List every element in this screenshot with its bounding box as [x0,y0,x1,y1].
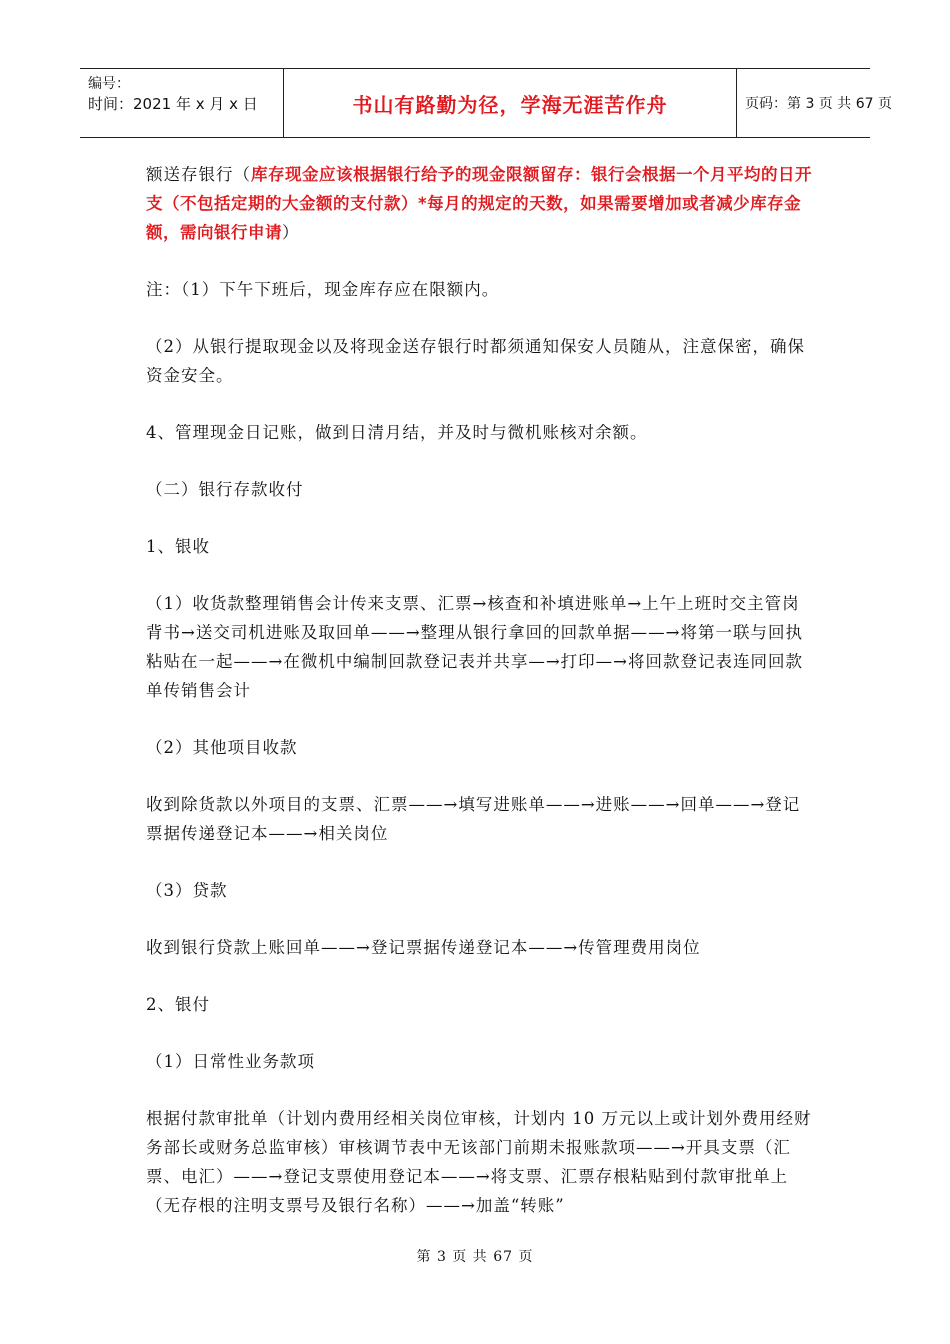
document-date: 时间：2021 年 x 月 x 日 [88,95,258,113]
subheading-bank-payment: 2、银付 [146,995,210,1014]
subheading-bank-receipt: 1、银收 [146,537,210,556]
paragraph-cash-deposit [146,160,816,247]
page-footer: 第 3 页 共 67 页 [416,1249,534,1265]
paragraph-loans: 收到银行贷款上账回单——→登记票据传递登记本——→传管理费用岗位 [146,938,701,957]
document-body [146,160,816,1248]
header-motto: 书山有路勤为径，学海无涯苦作舟 [352,92,668,117]
note-2: （2）从银行提取现金以及将现金送存银行时都须通知保安人员随从，注意保密，确保资金安全。 [146,337,805,385]
note-1: 注：（1）下午下班后，现金库存应在限额内。 [146,280,500,299]
header-motto-cell [284,69,737,137]
highlight-note: 库存现金应该根据银行给予的现金限额留存：银行会根据一个月平均的日开支（不包括定期的大金额的支付款）*每月的规定的天数，如果需要增加或者减少库存金额，需向银行申请 [146,165,812,242]
header-page-cell [737,69,892,137]
header-meta-cell [80,69,284,137]
paragraph-text: 额送存银行（ [146,165,251,184]
document-number-label: 编号： [88,76,130,92]
header-page-code: 页码：第 3 页 共 67 页 [745,96,892,112]
subheading-other-receipts: （2）其他项目收款 [146,738,298,757]
paragraph-other-receipts: 收到除货款以外项目的支票、汇票——→填写进账单——→进账——→回单——→登记票据传递登记本——→相关岗位 [146,795,801,843]
paragraph-payment-collection: （1）收货款整理销售会计传来支票、汇票→核查和补填进账单→上午上班时交主管岗背书→送交司机进账及取回单——→整理从银行拿回的回款单据——→将第一联与回执粘贴在一起——→在微机中编制回款登记表并共享—→打印—→将回款登记表连同回款单传销售会计 [146,594,803,700]
section-heading-bank-deposit: （二）银行存款收付 [146,480,304,499]
paragraph-text: ） [282,223,300,242]
item-4: 4、管理现金日记账，做到日清月结，并及时与微机账核对余额。 [146,423,648,442]
document-header [80,68,892,138]
subheading-loans: （3）贷款 [146,881,228,900]
paragraph-routine-payments: 根据付款审批单（计划内费用经相关岗位审核，计划内 10 万元以上或计划外费用经财务部长或财务总监审核）审核调节表中无该部门前期未报账款项——→开具支票（汇票、电汇）——→登记支票使用登记本——→将支票、汇票存根粘贴到付款审批单上（无存根的注明支票号及银行名称）——→加盖“转账” [146,1109,812,1215]
subheading-routine-payments: （1）日常性业务款项 [146,1052,315,1071]
